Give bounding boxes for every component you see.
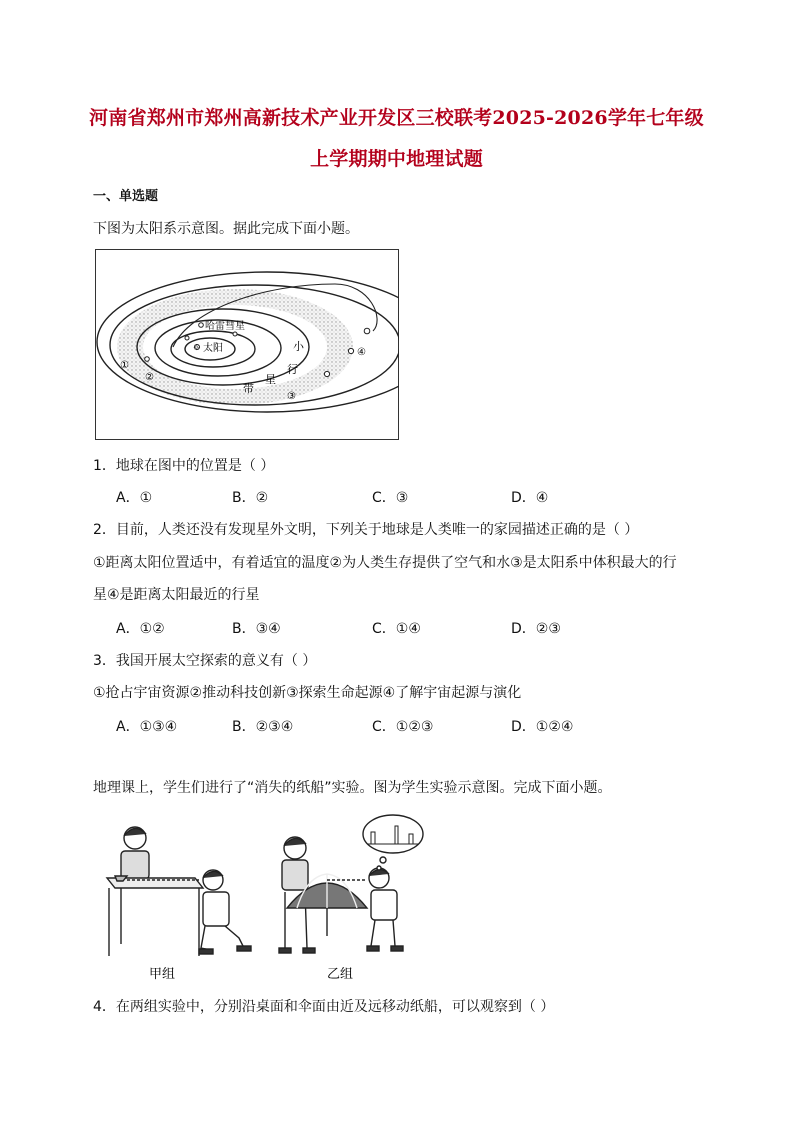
belt-char-4: 星: [265, 373, 276, 386]
sun-label: 太阳: [203, 343, 223, 354]
question-4-stem: 4．在两组实验中，分别沿桌面和伞面由近及远移动纸船，可以观察到（ ）: [93, 999, 555, 1015]
q1-option-a[interactable]: A．①: [116, 490, 153, 506]
question-2-statements-line-1: ①距离太阳位置适中，有着适宜的温度②为人类生存提供了空气和水③是太阳系中体积最大的行: [93, 555, 677, 571]
marker-4: ④: [357, 347, 366, 358]
group-a-illustration: [107, 827, 251, 956]
group-b-label: 乙组: [327, 967, 354, 982]
q3-option-c[interactable]: C．①②③: [372, 719, 434, 735]
q3-option-a[interactable]: A．①③④: [116, 719, 178, 735]
solar-system-figure: [95, 249, 399, 440]
belt-char-3: 带: [243, 382, 254, 395]
q1-option-d[interactable]: D．④: [511, 490, 549, 506]
page-title-line-2: 上学期期中地理试题: [310, 148, 483, 170]
q2-option-c[interactable]: C．①④: [372, 621, 421, 637]
group-a-label: 甲组: [149, 967, 176, 982]
q1-option-b[interactable]: B．②: [232, 490, 269, 506]
group-b-illustration: [279, 815, 423, 953]
page-title-line-1: 河南省郑州市郑州高新技术产业开发区三校联考2025-2026学年七年级: [89, 107, 704, 129]
question-2-statements-line-2: 星④是距离太阳最近的行星: [93, 587, 260, 603]
q1-option-c[interactable]: C．③: [372, 490, 409, 506]
belt-char-2: 行: [287, 363, 298, 376]
q3-option-b[interactable]: B．②③④: [232, 719, 294, 735]
question-1-stem: 1．地球在图中的位置是（ ）: [93, 458, 275, 474]
q3-option-d[interactable]: D．①②④: [511, 719, 574, 735]
marker-2: ②: [145, 372, 154, 383]
q2-option-a[interactable]: A．①②: [116, 621, 165, 637]
q2-option-d[interactable]: D．②③: [511, 621, 561, 637]
intro-text-2: 地理课上，学生们进行了“消失的纸船”实验。图为学生实验示意图。完成下面小题。: [93, 780, 612, 796]
belt-char-1: 小: [293, 340, 304, 353]
question-3-statements: ①抢占宇宙资源②推动科技创新③探索生命起源④了解宇宙起源与演化: [93, 685, 522, 701]
sun-icon: ☼: [193, 343, 201, 352]
marker-1: ①: [120, 360, 129, 371]
question-3-stem: 3．我国开展太空探索的意义有（ ）: [93, 653, 317, 669]
section-heading: 一、单选题: [93, 189, 159, 204]
q2-option-b[interactable]: B．③④: [232, 621, 281, 637]
paper-boat-experiment-figure: [95, 808, 425, 986]
question-2-stem: 2．目前，人类还没有发现星外文明，下列关于地球是人类唯一的家园描述正确的是（ ）: [93, 522, 639, 538]
intro-text-1: 下图为太阳系示意图。据此完成下面小题。: [93, 221, 359, 237]
halley-comet-label: 哈雷彗星: [205, 321, 245, 332]
marker-3: ③: [287, 391, 296, 402]
